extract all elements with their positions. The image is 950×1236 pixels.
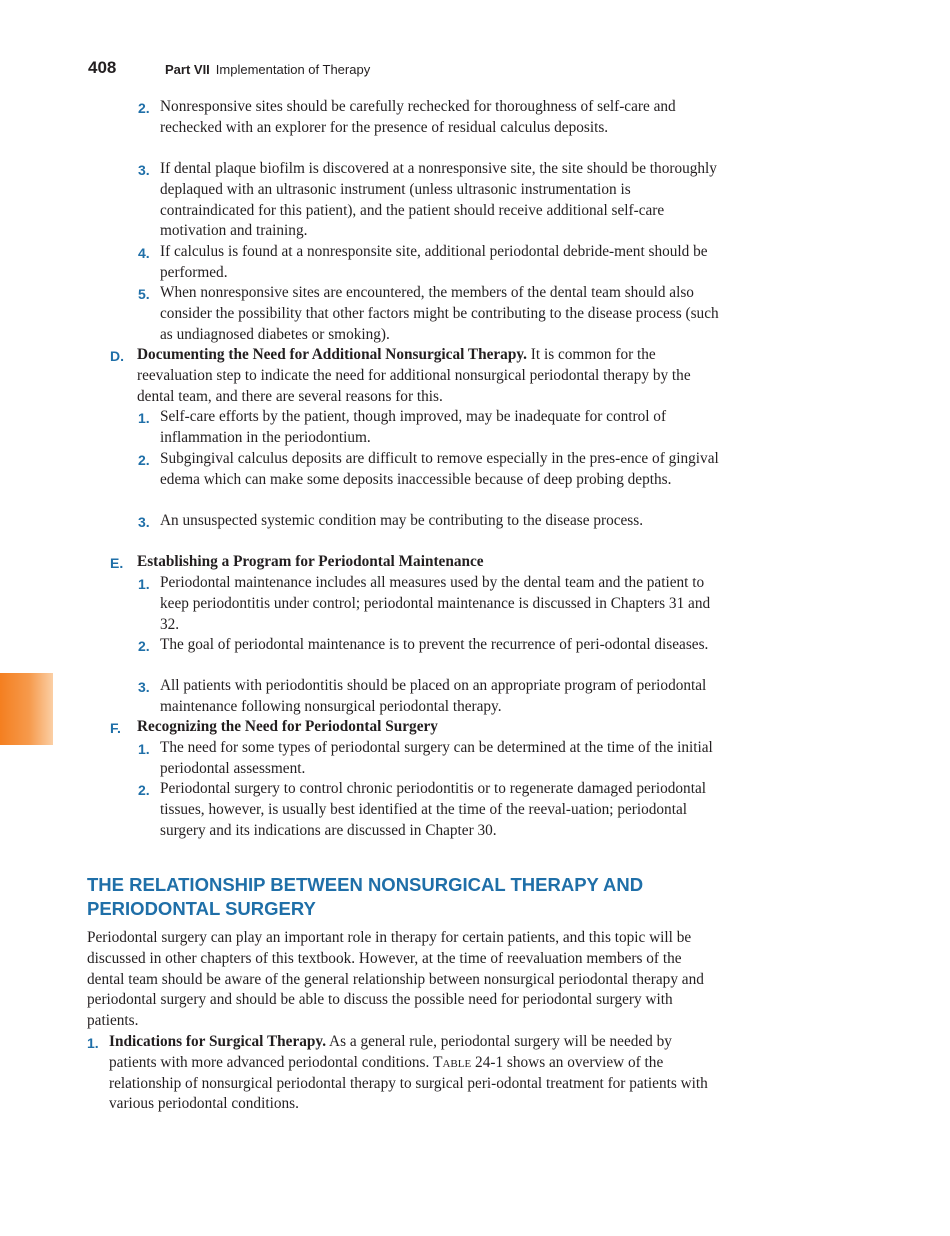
list-item	[138, 407, 720, 449]
item-text: All patients with periodontitis should be placed on an appropriate program of periodontal maintenance following nonsurgical periodontal therapy.	[160, 677, 707, 715]
item-number: 4.	[138, 245, 150, 261]
item-text: The goal of periodontal maintenance is to prevent the recurrence of peri-odontal diseases.	[160, 636, 709, 653]
item-number: 1.	[87, 1035, 99, 1051]
section-letter: D.	[110, 348, 124, 364]
part-name: Implementation of Therapy	[215, 62, 371, 77]
item-number: 1.	[138, 576, 150, 592]
item-text: An unsuspected systemic condition may be contributing to the disease process.	[160, 512, 644, 529]
item-number: 3.	[138, 162, 150, 178]
section-heading: Establishing a Program for Periodontal Maintenance	[137, 553, 484, 570]
intro-paragraph: Periodontal surgery can play an important role in therapy for certain patients, and this topic will be discussed in other chapters of this textbook. However, at the time of reevaluation members of the dental team should be aware of the general relationship between nonsurgical periodontal therapy and periodontal surgery and should be able to discuss the possible need for periodontal surgery with patients.	[87, 929, 704, 1030]
list-item	[138, 97, 720, 139]
section-e	[110, 552, 717, 573]
item-text: As a general rule, periodontal surgery will be needed by patients with more advanced periodontal conditions.	[109, 1033, 672, 1071]
section-heading: Documenting the Need for Additional Nonsurgical Therapy.	[137, 346, 527, 363]
list-item	[138, 676, 720, 718]
item-text: Nonresponsive sites should be carefully rechecked for thoroughness of self-care and rechecked with an explorer for the presence of residual calculus deposits.	[160, 98, 676, 136]
list-item	[138, 283, 720, 345]
list-item	[87, 1032, 709, 1115]
list-item	[138, 511, 720, 532]
item-text: When nonresponsive sites are encountered, the members of the dental team should also consider the possibility that other factors might be contributing to the disease process (such as undiagnosed diabetes or smoking).	[160, 284, 719, 343]
item-text: Periodontal surgery to control chronic periodontitis or to regenerate damaged periodontal tissues, however, is usually best identified at the time of the reeval-uation; periodontal surgery and its indications are discussed in Chapter 30.	[160, 780, 706, 839]
item-text: If calculus is found at a nonresponsite site, additional periodontal debride-ment should be performed.	[160, 243, 708, 281]
item-number: 2.	[138, 100, 150, 116]
item-number: 2.	[138, 638, 150, 654]
section-heading-relationship: THE RELATIONSHIP BETWEEN NONSURGICAL THERAPY AND PERIODONTAL SURGERY	[87, 874, 644, 919]
item-text: Periodontal maintenance includes all measures used by the dental team and the patient to keep periodontitis under control; periodontal maintenance is discussed in Chapters 31 and 32.	[160, 574, 711, 633]
list-item	[138, 573, 720, 635]
item-text: 24-1 shows an overview of the relationship of nonsurgical periodontal therapy to surgical peri-odontal treatment for patients with various periodontal conditions.	[109, 1053, 708, 1113]
list-item	[138, 635, 720, 656]
list-item	[138, 242, 720, 284]
section-letter: E.	[110, 555, 124, 571]
item-number: 3.	[138, 679, 150, 695]
item-number: 2.	[138, 452, 150, 468]
list-item	[138, 159, 720, 242]
section-letter: F.	[110, 720, 121, 736]
item-text: The need for some types of periodontal surgery can be determined at the time of the initial periodontal assessment.	[160, 739, 713, 777]
item-number: 1.	[138, 741, 150, 757]
item-text: Self-care efforts by the patient, though improved, may be inadequate for control of inflammation in the periodontium.	[160, 408, 667, 446]
list-item	[138, 738, 720, 780]
item-number: 1.	[138, 410, 150, 426]
part-title	[165, 62, 370, 77]
section-f	[110, 717, 717, 738]
part-label: Part VII	[165, 62, 210, 77]
chapter-thumb-tab	[0, 673, 53, 745]
item-number: 2.	[138, 782, 150, 798]
section-text: It is common for the reevaluation step to indicate the need for additional nonsurgical periodontal therapy by the dental team, and there are several reasons for this.	[137, 346, 691, 405]
item-number: 5.	[138, 286, 150, 302]
item-number: 3.	[138, 514, 150, 530]
section-heading: Recognizing the Need for Periodontal Surgery	[137, 718, 438, 735]
item-text: If dental plaque biofilm is discovered at a nonresponsive site, the site should be thoroughly deplaqued with an ultrasonic instrument (unless ultrasonic instrumentation is contraindicated for this patient), and the patient should receive additional self-care motivation and training.	[160, 160, 717, 240]
item-text: Subgingival calculus deposits are difficult to remove especially in the pres-ence of gingival edema which can make some deposits inaccessible because of deep probing depths.	[160, 450, 719, 488]
item-heading: Indications for Surgical Therapy.	[109, 1033, 327, 1050]
list-item	[138, 779, 720, 841]
section-d	[110, 345, 717, 407]
table-reference: Table	[433, 1053, 472, 1071]
list-item	[138, 449, 720, 491]
page-number: 408	[88, 58, 117, 77]
